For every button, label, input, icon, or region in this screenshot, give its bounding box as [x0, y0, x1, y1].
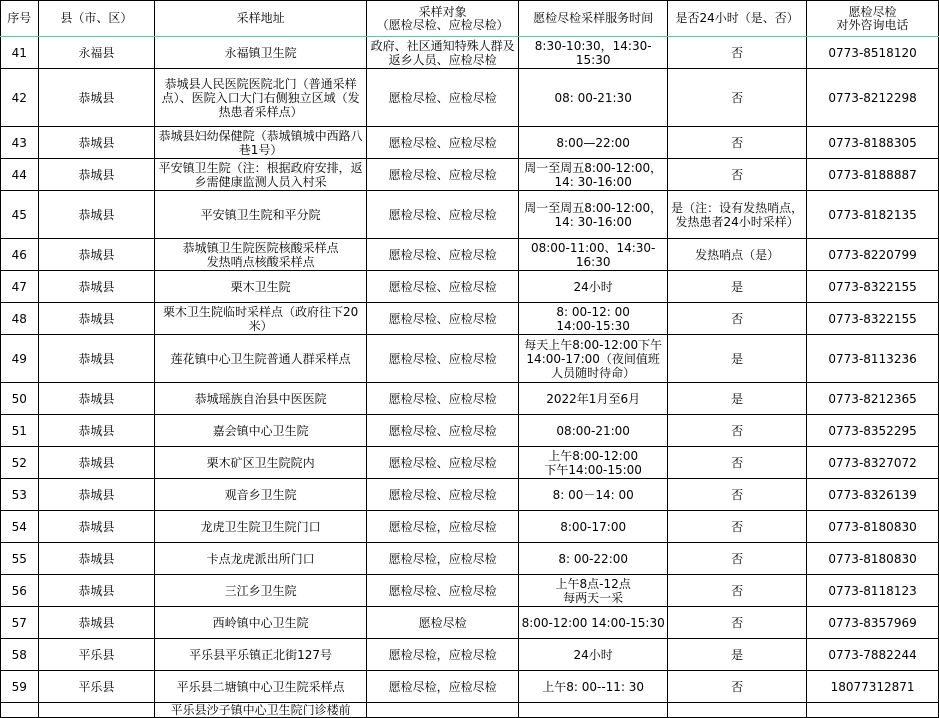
cell-is-24h[interactable]: 发热哨点（是） — [668, 239, 807, 271]
table-row — [1, 671, 939, 703]
cell-service-time[interactable]: 08: 00-21:30 — [519, 69, 668, 127]
cell-phone[interactable]: 0773-8326139 — [807, 479, 939, 511]
cell-address[interactable]: 栗木卫生院 — [155, 271, 367, 303]
cell-county[interactable]: 恭城县 — [38, 575, 155, 607]
cell-phone[interactable]: 0773-8322155 — [807, 303, 939, 335]
cell-seq[interactable]: 55 — [1, 543, 39, 575]
cell-phone[interactable]: 0773-8212298 — [807, 69, 939, 127]
cell-seq[interactable]: 53 — [1, 479, 39, 511]
cell-county[interactable]: 平乐县 — [38, 639, 155, 671]
cell-is-24h[interactable]: 否 — [668, 159, 807, 191]
cell-county[interactable]: 永福县 — [38, 37, 155, 69]
cell-target[interactable]: 愿检尽检，应检尽检 — [367, 671, 519, 703]
table-row — [1, 511, 939, 543]
cell-is-24h[interactable]: 否 — [668, 69, 807, 127]
cell-seq[interactable]: 42 — [1, 69, 39, 127]
header-phone[interactable]: 愿检尽检 对外咨询电话 — [807, 1, 939, 37]
cell-phone[interactable]: 0773-8220799 — [807, 239, 939, 271]
cell-county[interactable]: 恭城县 — [38, 479, 155, 511]
cell-seq[interactable]: 51 — [1, 415, 39, 447]
cell-address[interactable]: 平安镇卫生院（注：根据政府安排，返乡需健康监测人员入村采 — [155, 159, 367, 191]
cell-service-time[interactable]: 2022年1月至6月 — [519, 383, 668, 415]
cell-address[interactable]: 三江乡卫生院 — [155, 575, 367, 607]
cell-target[interactable]: 政府、社区通知特殊人群及返乡人员、应检尽检 — [367, 37, 519, 69]
cell-target[interactable]: 愿检尽检、应检尽检 — [367, 271, 519, 303]
cell-service-time[interactable]: 24小时 — [519, 639, 668, 671]
cell-phone[interactable]: 0773-8352295 — [807, 415, 939, 447]
table-row — [1, 479, 939, 511]
cell-county[interactable]: 恭城县 — [38, 159, 155, 191]
cell-seq[interactable]: 58 — [1, 639, 39, 671]
cell-county[interactable]: 恭城县 — [38, 335, 155, 383]
cell-seq[interactable]: 48 — [1, 303, 39, 335]
cell-service-time[interactable]: 24小时 — [519, 271, 668, 303]
cell-address[interactable]: 恭城县人民医院医院北门（普通采样点）、医院入口大门右侧独立区域（发热患者采样点） — [155, 69, 367, 127]
cell-seq[interactable]: 52 — [1, 447, 39, 479]
cell-seq[interactable]: 57 — [1, 607, 39, 639]
cell-is-24h[interactable]: 否 — [668, 575, 807, 607]
cell-county[interactable]: 恭城县 — [38, 239, 155, 271]
cell-target[interactable]: 愿检尽检、应检尽检 — [367, 383, 519, 415]
cell-address[interactable]: 恭城县妇幼保健院（恭城镇城中西路八巷1号） — [155, 127, 367, 159]
cell-service-time[interactable]: 每天上午8:00-12:00下午14:00-17:00（夜间值班人员随时待命） — [519, 335, 668, 383]
cell-phone[interactable]: 0773-8327072 — [807, 447, 939, 479]
cell-address[interactable]: 平乐县二塘镇中心卫生院采样点 — [155, 671, 367, 703]
cell-target[interactable]: 愿检尽检 — [367, 607, 519, 639]
cell-phone[interactable]: 0773-8188887 — [807, 159, 939, 191]
cell-target[interactable]: 愿检尽检、应检尽检 — [367, 159, 519, 191]
cell-address[interactable]: 栗木矿区卫生院院内 — [155, 447, 367, 479]
table-row — [1, 575, 939, 607]
cell-seq[interactable] — [1, 703, 39, 718]
cell-target[interactable]: 愿检尽检、应检尽检 — [367, 575, 519, 607]
cell-address[interactable]: 恭城镇卫生院医院核酸采样点 发热哨点核酸采样点 — [155, 239, 367, 271]
table-row — [1, 69, 939, 127]
cell-county[interactable]: 恭城县 — [38, 383, 155, 415]
cell-seq[interactable]: 43 — [1, 127, 39, 159]
cell-phone[interactable]: 0773-8212365 — [807, 383, 939, 415]
cell-target[interactable]: 愿检尽检、应检尽检 — [367, 69, 519, 127]
cell-service-time[interactable] — [519, 703, 668, 718]
header-row — [1, 1, 939, 37]
cell-address[interactable]: 平乐县沙子镇中心卫生院门诊楼前 — [155, 703, 367, 718]
table-row — [1, 239, 939, 271]
cell-service-time[interactable]: 8: 00-12: 00 14:00-15:30 — [519, 303, 668, 335]
cell-is-24h[interactable]: 否 — [668, 671, 807, 703]
cell-address[interactable]: 平安镇卫生院和平分院 — [155, 191, 367, 239]
cell-phone[interactable]: 0773-8182135 — [807, 191, 939, 239]
table-row — [1, 37, 939, 69]
cell-seq[interactable]: 44 — [1, 159, 39, 191]
cell-county[interactable]: 恭城县 — [38, 543, 155, 575]
header-address[interactable]: 采样地址 — [155, 1, 367, 37]
cell-is-24h[interactable]: 是 — [668, 639, 807, 671]
cell-county[interactable]: 恭城县 — [38, 127, 155, 159]
cell-target[interactable]: 愿检尽检、应检尽检 — [367, 415, 519, 447]
cell-address[interactable]: 永福镇卫生院 — [155, 37, 367, 69]
cell-is-24h[interactable]: 是 — [668, 271, 807, 303]
cell-phone[interactable]: 0773-8188305 — [807, 127, 939, 159]
cell-target[interactable] — [367, 703, 519, 718]
cell-service-time[interactable]: 上午8:00-12:00 下午14:00-15:00 — [519, 447, 668, 479]
cell-address[interactable]: 卡点龙虎派出所门口 — [155, 543, 367, 575]
cell-target[interactable]: 愿检尽检、应检尽检 — [367, 335, 519, 383]
table-row — [1, 607, 939, 639]
cell-target[interactable]: 愿检尽检、应检尽检 — [367, 239, 519, 271]
cell-county[interactable]: 恭城县 — [38, 447, 155, 479]
cell-service-time[interactable]: 8: 00－14: 00 — [519, 479, 668, 511]
cell-address[interactable]: 栗木卫生院临时采样点（政府往下20米） — [155, 303, 367, 335]
cell-is-24h[interactable]: 否 — [668, 127, 807, 159]
cell-is-24h[interactable]: 否 — [668, 447, 807, 479]
cell-seq[interactable]: 54 — [1, 511, 39, 543]
cell-phone[interactable]: 0773-8518120 — [807, 37, 939, 69]
table-row — [1, 415, 939, 447]
cell-seq[interactable]: 45 — [1, 191, 39, 239]
header-is-24h[interactable]: 是否24小时（是、否） — [668, 1, 807, 37]
header-service-time[interactable]: 愿检尽检采样服务时间 — [519, 1, 668, 37]
table-row — [1, 335, 939, 383]
cell-is-24h[interactable]: 否 — [668, 479, 807, 511]
cell-county[interactable] — [38, 703, 155, 718]
header-seq[interactable]: 序号 — [1, 1, 39, 37]
cell-address[interactable]: 恭城瑶族自治县中医医院 — [155, 383, 367, 415]
cell-is-24h[interactable]: 否 — [668, 511, 807, 543]
cell-is-24h[interactable]: 否 — [668, 415, 807, 447]
cell-target[interactable]: 愿检尽检，应检尽检 — [367, 543, 519, 575]
cell-target[interactable]: 愿检尽检，应检尽检 — [367, 511, 519, 543]
table-row — [1, 159, 939, 191]
cell-phone[interactable]: 0773-8180830 — [807, 543, 939, 575]
table-row — [1, 447, 939, 479]
cell-phone[interactable]: 0773-8322155 — [807, 271, 939, 303]
cell-target[interactable]: 愿检尽检、应检尽检 — [367, 303, 519, 335]
cell-phone[interactable]: 0773-8180830 — [807, 511, 939, 543]
cell-phone[interactable]: 0773-8118123 — [807, 575, 939, 607]
cell-target[interactable]: 愿检尽检、应检尽检 — [367, 447, 519, 479]
cell-service-time[interactable]: 08:00-11:00、14:30-16:30 — [519, 239, 668, 271]
table-row — [1, 383, 939, 415]
cell-is-24h[interactable] — [668, 703, 807, 718]
cell-county[interactable]: 恭城县 — [38, 415, 155, 447]
cell-is-24h[interactable]: 是 — [668, 383, 807, 415]
cell-county[interactable]: 恭城县 — [38, 271, 155, 303]
cell-address[interactable]: 嘉会镇中心卫生院 — [155, 415, 367, 447]
cell-is-24h[interactable]: 否 — [668, 303, 807, 335]
cell-address[interactable]: 观音乡卫生院 — [155, 479, 367, 511]
table-row — [1, 703, 939, 718]
cell-target[interactable]: 愿检尽检、应检尽检 — [367, 479, 519, 511]
header-target[interactable]: 采样对象 （愿检尽检、应检尽检） — [367, 1, 519, 37]
cell-phone[interactable]: 18077312871 — [807, 671, 939, 703]
cell-county[interactable]: 恭城县 — [38, 69, 155, 127]
cell-service-time[interactable]: 周一至周五8:00-12:00，14: 30-16:00 — [519, 191, 668, 239]
cell-seq[interactable]: 50 — [1, 383, 39, 415]
cell-is-24h[interactable]: 否 — [668, 37, 807, 69]
cell-county[interactable]: 恭城县 — [38, 191, 155, 239]
cell-is-24h[interactable]: 是（注：设有发热哨点，发热患者24小时采样） — [668, 191, 807, 239]
cell-phone[interactable] — [807, 703, 939, 718]
cell-address[interactable]: 西岭镇中心卫生院 — [155, 607, 367, 639]
cell-county[interactable]: 恭城县 — [38, 607, 155, 639]
cell-service-time[interactable]: 8:30-10:30，14:30-15:30 — [519, 37, 668, 69]
cell-target[interactable]: 愿检尽检、应检尽检 — [367, 127, 519, 159]
cell-address[interactable]: 莲花镇中心卫生院普通人群采样点 — [155, 335, 367, 383]
cell-service-time[interactable]: 周一至周五8:00-12:00，14: 30-16:00 — [519, 159, 668, 191]
frozen-pane-line — [0, 36, 939, 37]
cell-county[interactable]: 恭城县 — [38, 511, 155, 543]
cell-seq[interactable]: 47 — [1, 271, 39, 303]
cell-service-time[interactable]: 8: 00-22:00 — [519, 543, 668, 575]
cell-service-time[interactable]: 上午8点-12点 每两天一采 — [519, 575, 668, 607]
cell-service-time[interactable]: 8:00-17:00 — [519, 511, 668, 543]
cell-service-time[interactable]: 08:00-21:00 — [519, 415, 668, 447]
table-row — [1, 271, 939, 303]
cell-is-24h[interactable]: 否 — [668, 543, 807, 575]
cell-county[interactable]: 恭城县 — [38, 303, 155, 335]
cell-seq[interactable]: 59 — [1, 671, 39, 703]
cell-seq[interactable]: 46 — [1, 239, 39, 271]
cell-phone[interactable]: 0773-8113236 — [807, 335, 939, 383]
cell-service-time[interactable]: 8:00—22:00 — [519, 127, 668, 159]
cell-phone[interactable]: 0773-8357969 — [807, 607, 939, 639]
cell-target[interactable]: 愿检尽检，应检尽检 — [367, 639, 519, 671]
cell-seq[interactable]: 41 — [1, 37, 39, 69]
table-row — [1, 303, 939, 335]
cell-is-24h[interactable]: 是 — [668, 335, 807, 383]
cell-address[interactable]: 龙虎卫生院卫生院门口 — [155, 511, 367, 543]
cell-address[interactable]: 平乐县平乐镇正北街127号 — [155, 639, 367, 671]
cell-target[interactable]: 愿检尽检、应检尽检 — [367, 191, 519, 239]
cell-county[interactable]: 平乐县 — [38, 671, 155, 703]
cell-service-time[interactable]: 8:00-12:00 14:00-15:30 — [519, 607, 668, 639]
table-row — [1, 191, 939, 239]
cell-seq[interactable]: 56 — [1, 575, 39, 607]
cell-phone[interactable]: 0773-7882244 — [807, 639, 939, 671]
cell-seq[interactable]: 49 — [1, 335, 39, 383]
table-row — [1, 639, 939, 671]
cell-service-time[interactable]: 上午8: 00--11: 30 — [519, 671, 668, 703]
table-row — [1, 543, 939, 575]
table-row — [1, 127, 939, 159]
cell-is-24h[interactable]: 否 — [668, 607, 807, 639]
header-county[interactable]: 县（市、区） — [38, 1, 155, 37]
